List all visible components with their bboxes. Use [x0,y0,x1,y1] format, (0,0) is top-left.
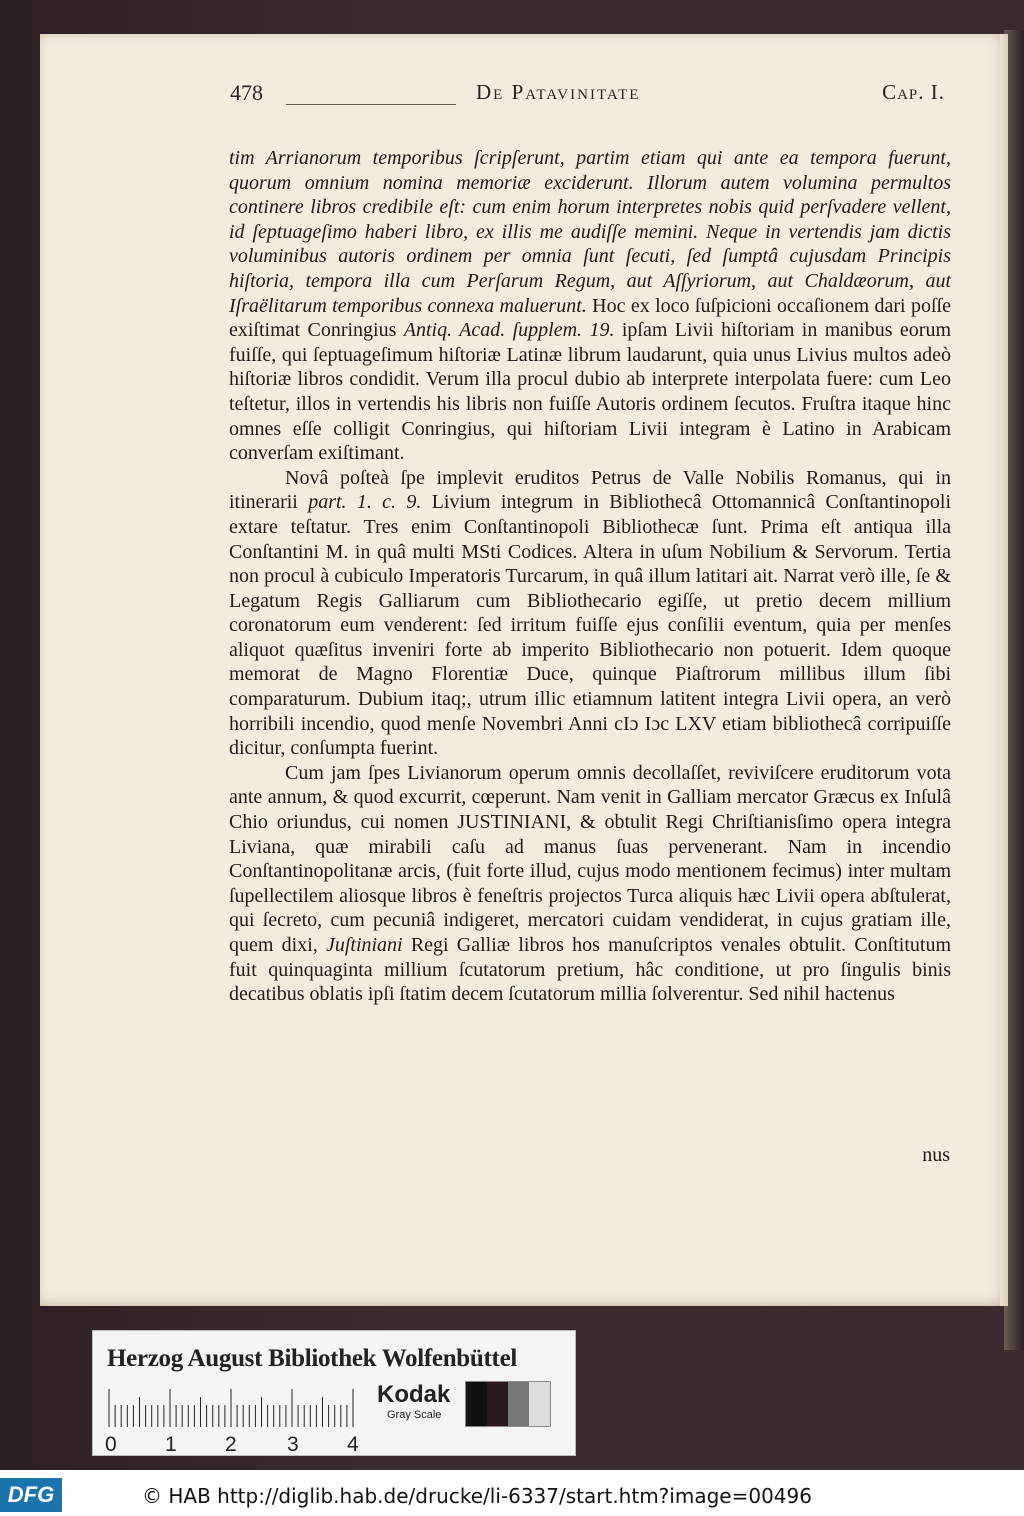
ruler-number: 2 [225,1433,237,1456]
text-run: Antiq. Acad. ſupplem. 19. [403,319,615,342]
paragraph-3 [229,761,951,1007]
page-edge [1000,34,1008,1306]
text-run: part. 1. c. 9. [308,491,422,514]
gray-scale-label: Gray Scale [387,1409,442,1421]
text-run: tim Arrianorum temporibus ſcripſerunt, partim etiam qui ante ea tempora fuerunt, quorum omnium nomina memoriæ exciderunt. Illorum autem volumina permultos continere libros credibile eſt: cum enim horum interpretes nobis quid perſvadere vellent, id ſeptuageſimo haberi libro, ex illis me audiſſe memini. Neque in vertendis jam dictis voluminibus autoris ordinem per omnia ſunt ſecuti, ſed ſumptâ cujusdam Principis hiſtoria, tempora illa cum Perſarum Regum, aut Aſſyriorum, aut Chaldæorum, aut Iſraëlitarum temporibus connexa maluerunt. [229,147,951,317]
page-number: 478 [230,80,263,105]
paragraph-1 [229,146,951,466]
scale-ruler [105,1387,363,1456]
library-color-card [92,1330,576,1456]
ruler-number: 1 [165,1433,177,1456]
ruler-number: 4 [347,1433,359,1456]
ruler-number: 3 [287,1433,299,1456]
swatch-dark [487,1382,508,1426]
page-header [190,80,950,110]
library-name: Herzog August Bibliothek Wolfenbüttel [107,1345,518,1372]
text-run: Juſtiniani [325,934,403,956]
running-title: De Patavinitate [476,80,641,104]
header-rule [286,104,456,105]
kodak-label [377,1381,450,1421]
ruler-number: 0 [105,1433,117,1456]
copyright-text: © HAB http://diglib.hab.de/drucke/li-6337/start.htm?image=00496 [142,1484,812,1508]
text-run: Hoc ex loco ſuſpicioni occaſionem dari poſſe exiſtimat Conringius [229,294,951,342]
swatch-mid [508,1382,529,1426]
text-run: Livium integrum in Bibliothecâ Ottomannicâ Conſtantinopoli extare teſtatur. Tres enim Conſtantinopoli Bibliothecæ ſunt. Prima eſt antiqua illa Conſtantini M. in quâ multi MSti Codices. Altera in uſum Nobilium & Servorum. Tertia non procul à cubiculo Imperatoris Turcarum, in quâ illum latitari ait. Narrat verò ille, ſe & Legatum Regis Galliarum cum Bibliothecario egiſſe, ut pretio decem millium coronatorum eum venderent: ſed irritum fuiſſe ejus conſilii eventum, quia per menſes aliquot quæſitus inveniri forte ab imperito Bibliothecario non potuerit. Idem quoque memorat de Magno Florentiæ Duce, quinque Piaſtrorum millibus illum ſibi comparaturum. Dubium itaq;, utrum illic etiamnum latitent integra Livii opera, an verò horribili incendio, quod menſe Novembri Anni cIɔ Iɔc LXV etiam bibliothecâ corripuiſſe dicitur, conſumpta fuerint. [229,491,952,760]
swatch-black [466,1382,487,1426]
body-text [229,146,951,1007]
ruler-ticks [105,1387,363,1429]
catchword: nus [922,1144,950,1166]
paragraph-2 [229,466,951,761]
gray-scale-swatches [465,1381,551,1427]
text-run: Regi Galliæ libros hos manuſcriptos venales obtulit. Conſtitutum fuit quinquaginta millium ſcutatorum pretium, hâc conditione, ut pro ſingulis binis decatibus oblatis ipſi ſtatim decem ſcutatorum millia ſolverentur. Sed nihil hactenus [229,934,951,1006]
kodak-logo: Kodak [377,1381,451,1408]
chapter-label: Cap. I. [882,80,945,104]
text-run: Novâ poſteà ſpe implevit eruditos Petrus de Valle Nobilis Romanus, qui in itinerarii [229,466,951,514]
text-run: Cum jam ſpes Livianorum operum omnis decollaſſet, reviviſcere eruditorum vota ante annum, & quod excurrit, cœperunt. Nam venit in Galliam mercator Græcus ex Inſulâ Chio oriundus, cui nomen JUSTINIANI, & obtulit Regi Chriſtianisſimo opera integra Liviana, quæ mirabili caſu ad manus ſuas pervenerant. Nam in incendio Conſtantinopolitanæ arcis, (fuit forte illud, cujus modo mentionem fecimus) inter multam ſupellectilem aliosque libros è feneſtris projectos Turca aliquis hæc Livii opera abſtulerat, qui ſecreto, cum pecuniâ indigeret, mercatori cuidam vendiderat, in cujus gratiam ille, quem dixi, [229,761,951,956]
swatch-light [529,1382,550,1426]
text-run: ipſam Livii hiſtoriam in manibus eorum fuiſſe, qui ſeptuageſimum hiſtoriæ Latinæ librum laudarunt, quia unus Livius multos adeò hiſtoriæ libros condidit. Verum illa procul dubio ab interprete interpolata fuere: cum Leo teſtetur, illos in vertendis his libris non fuiſſe Autoris ordinem ſecutos. Fruſtra itaque hinc omnes eſſe colligit Conringius, qui hiſtoriam Livii integram è Latino in Arabicam converſam exiſtimant. [229,319,951,465]
dfg-logo: DFG [0,1478,62,1512]
